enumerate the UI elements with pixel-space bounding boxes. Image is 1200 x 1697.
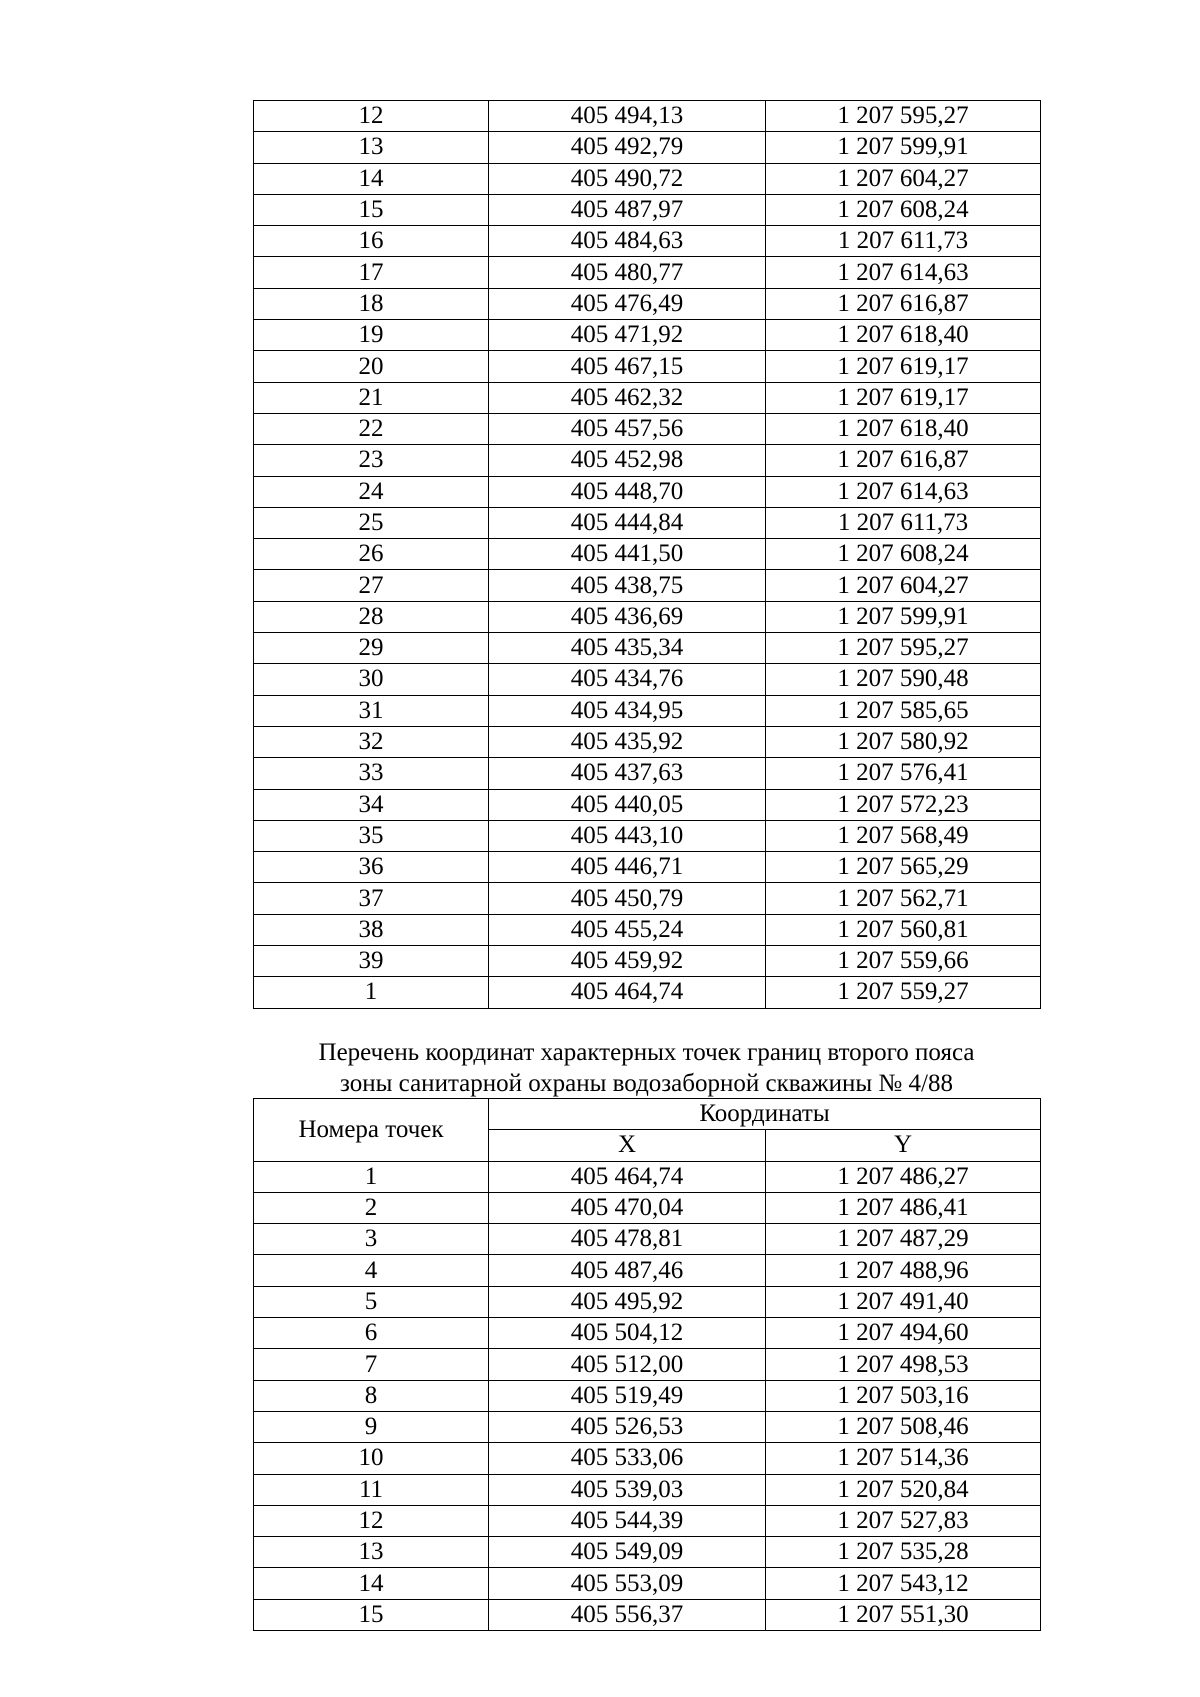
table-row <box>254 1255 1041 1286</box>
x-coordinate-cell: 405 504,12 <box>489 1318 766 1349</box>
y-coordinate-cell: 1 207 599,91 <box>766 132 1041 163</box>
y-coordinate-cell: 1 207 503,16 <box>766 1380 1041 1411</box>
coordinates-table-continued <box>253 100 1041 1009</box>
table-row <box>254 820 1041 851</box>
table-row <box>254 413 1041 444</box>
table-row <box>254 1537 1041 1568</box>
point-number-cell: 7 <box>254 1349 489 1380</box>
x-coordinate-cell: 405 464,74 <box>489 977 766 1008</box>
table-row <box>254 664 1041 695</box>
point-number-cell: 36 <box>254 852 489 883</box>
x-coordinate-cell: 405 492,79 <box>489 132 766 163</box>
x-coordinate-cell: 405 467,15 <box>489 351 766 382</box>
point-number-cell: 35 <box>254 820 489 851</box>
x-coordinate-cell: 405 470,04 <box>489 1192 766 1223</box>
y-coordinate-cell: 1 207 618,40 <box>766 320 1041 351</box>
y-coordinate-cell: 1 207 562,71 <box>766 883 1041 914</box>
point-number-cell: 10 <box>254 1443 489 1474</box>
y-coordinate-cell: 1 207 580,92 <box>766 726 1041 757</box>
x-coordinate-cell: 405 462,32 <box>489 382 766 413</box>
point-number-cell: 34 <box>254 789 489 820</box>
x-coordinate-cell: 405 478,81 <box>489 1224 766 1255</box>
header-coordinates: Координаты <box>489 1099 1041 1130</box>
x-coordinate-cell: 405 452,98 <box>489 445 766 476</box>
table-row <box>254 1505 1041 1536</box>
x-coordinate-cell: 405 512,00 <box>489 1349 766 1380</box>
x-coordinate-cell: 405 434,76 <box>489 664 766 695</box>
point-number-cell: 30 <box>254 664 489 695</box>
y-coordinate-cell: 1 207 491,40 <box>766 1286 1041 1317</box>
point-number-cell: 9 <box>254 1411 489 1442</box>
y-coordinate-cell: 1 207 611,73 <box>766 226 1041 257</box>
table-row <box>254 1443 1041 1474</box>
table-row <box>254 288 1041 319</box>
x-coordinate-cell: 405 487,97 <box>489 194 766 225</box>
table-row <box>254 601 1041 632</box>
x-coordinate-cell: 405 436,69 <box>489 601 766 632</box>
y-coordinate-cell: 1 207 508,46 <box>766 1411 1041 1442</box>
y-coordinate-cell: 1 207 527,83 <box>766 1505 1041 1536</box>
table-row <box>254 1568 1041 1599</box>
x-coordinate-cell: 405 471,92 <box>489 320 766 351</box>
y-coordinate-cell: 1 207 487,29 <box>766 1224 1041 1255</box>
y-coordinate-cell: 1 207 614,63 <box>766 476 1041 507</box>
x-coordinate-cell: 405 544,39 <box>489 1505 766 1536</box>
table-row <box>254 946 1041 977</box>
y-coordinate-cell: 1 207 595,27 <box>766 633 1041 664</box>
point-number-cell: 27 <box>254 570 489 601</box>
x-coordinate-cell: 405 476,49 <box>489 288 766 319</box>
y-coordinate-cell: 1 207 595,27 <box>766 101 1041 132</box>
y-coordinate-cell: 1 207 619,17 <box>766 382 1041 413</box>
point-number-cell: 26 <box>254 539 489 570</box>
x-coordinate-cell: 405 487,46 <box>489 1255 766 1286</box>
table-body <box>254 101 1041 1009</box>
x-coordinate-cell: 405 556,37 <box>489 1599 766 1630</box>
x-coordinate-cell: 405 443,10 <box>489 820 766 851</box>
table-row <box>254 476 1041 507</box>
table-row <box>254 1318 1041 1349</box>
table-row <box>254 1192 1041 1223</box>
table-row <box>254 1599 1041 1630</box>
y-coordinate-cell: 1 207 611,73 <box>766 507 1041 538</box>
header-y: Y <box>766 1130 1041 1161</box>
point-number-cell: 28 <box>254 601 489 632</box>
x-coordinate-cell: 405 494,13 <box>489 101 766 132</box>
point-number-cell: 8 <box>254 1380 489 1411</box>
x-coordinate-cell: 405 438,75 <box>489 570 766 601</box>
x-coordinate-cell: 405 435,92 <box>489 726 766 757</box>
y-coordinate-cell: 1 207 618,40 <box>766 413 1041 444</box>
y-coordinate-cell: 1 207 608,24 <box>766 539 1041 570</box>
x-coordinate-cell: 405 457,56 <box>489 413 766 444</box>
point-number-cell: 37 <box>254 883 489 914</box>
y-coordinate-cell: 1 207 599,91 <box>766 601 1041 632</box>
y-coordinate-cell: 1 207 608,24 <box>766 194 1041 225</box>
header-x: X <box>489 1130 766 1161</box>
table-row <box>254 633 1041 664</box>
point-number-cell: 38 <box>254 914 489 945</box>
table-row <box>254 1286 1041 1317</box>
table-row <box>254 1380 1041 1411</box>
y-coordinate-cell: 1 207 565,29 <box>766 852 1041 883</box>
x-coordinate-cell: 405 539,03 <box>489 1474 766 1505</box>
table-row <box>254 507 1041 538</box>
point-number-cell: 12 <box>254 1505 489 1536</box>
point-number-cell: 13 <box>254 1537 489 1568</box>
point-number-cell: 5 <box>254 1286 489 1317</box>
y-coordinate-cell: 1 207 616,87 <box>766 445 1041 476</box>
y-coordinate-cell: 1 207 585,65 <box>766 695 1041 726</box>
x-coordinate-cell: 405 446,71 <box>489 852 766 883</box>
point-number-cell: 31 <box>254 695 489 726</box>
table-caption-line-2: зоны санитарной охраны водозаборной скважины № 4/88 <box>340 1070 953 1097</box>
table-caption-line-1: Перечень координат характерных точек границ второго пояса <box>318 1039 975 1066</box>
y-coordinate-cell: 1 207 486,41 <box>766 1192 1041 1223</box>
table-row <box>254 226 1041 257</box>
y-coordinate-cell: 1 207 488,96 <box>766 1255 1041 1286</box>
table-row <box>254 351 1041 382</box>
x-coordinate-cell: 405 484,63 <box>489 226 766 257</box>
point-number-cell: 14 <box>254 163 489 194</box>
point-number-cell: 17 <box>254 257 489 288</box>
x-coordinate-cell: 405 519,49 <box>489 1380 766 1411</box>
x-coordinate-cell: 405 549,09 <box>489 1537 766 1568</box>
point-number-cell: 13 <box>254 132 489 163</box>
point-number-cell: 24 <box>254 476 489 507</box>
point-number-cell: 6 <box>254 1318 489 1349</box>
point-number-cell: 14 <box>254 1568 489 1599</box>
x-coordinate-cell: 405 464,74 <box>489 1161 766 1192</box>
table-row <box>254 1224 1041 1255</box>
y-coordinate-cell: 1 207 520,84 <box>766 1474 1041 1505</box>
table-row <box>254 382 1041 413</box>
y-coordinate-cell: 1 207 543,12 <box>766 1568 1041 1599</box>
table-row <box>254 789 1041 820</box>
y-coordinate-cell: 1 207 572,23 <box>766 789 1041 820</box>
y-coordinate-cell: 1 207 560,81 <box>766 914 1041 945</box>
point-number-cell: 25 <box>254 507 489 538</box>
point-number-cell: 19 <box>254 320 489 351</box>
x-coordinate-cell: 405 490,72 <box>489 163 766 194</box>
y-coordinate-cell: 1 207 494,60 <box>766 1318 1041 1349</box>
table-body <box>254 1161 1041 1630</box>
x-coordinate-cell: 405 440,05 <box>489 789 766 820</box>
table-row <box>254 539 1041 570</box>
header-row <box>254 1099 1041 1130</box>
table-row <box>254 977 1041 1008</box>
table-row <box>254 570 1041 601</box>
table-row <box>254 257 1041 288</box>
x-coordinate-cell: 405 450,79 <box>489 883 766 914</box>
y-coordinate-cell: 1 207 576,41 <box>766 758 1041 789</box>
x-coordinate-cell: 405 448,70 <box>489 476 766 507</box>
point-number-cell: 16 <box>254 226 489 257</box>
y-coordinate-cell: 1 207 535,28 <box>766 1537 1041 1568</box>
table-row <box>254 1411 1041 1442</box>
point-number-cell: 23 <box>254 445 489 476</box>
point-number-cell: 1 <box>254 977 489 1008</box>
y-coordinate-cell: 1 207 604,27 <box>766 570 1041 601</box>
point-number-cell: 22 <box>254 413 489 444</box>
header-points: Номера точек <box>254 1099 489 1162</box>
x-coordinate-cell: 405 480,77 <box>489 257 766 288</box>
point-number-cell: 3 <box>254 1224 489 1255</box>
table-row <box>254 695 1041 726</box>
point-number-cell: 18 <box>254 288 489 319</box>
y-coordinate-cell: 1 207 486,27 <box>766 1161 1041 1192</box>
x-coordinate-cell: 405 444,84 <box>489 507 766 538</box>
y-coordinate-cell: 1 207 498,53 <box>766 1349 1041 1380</box>
x-coordinate-cell: 405 553,09 <box>489 1568 766 1599</box>
table-row <box>254 445 1041 476</box>
table-row <box>254 852 1041 883</box>
y-coordinate-cell: 1 207 614,63 <box>766 257 1041 288</box>
point-number-cell: 20 <box>254 351 489 382</box>
coordinates-table-zone-2 <box>253 1098 1041 1631</box>
table-row <box>254 163 1041 194</box>
point-number-cell: 32 <box>254 726 489 757</box>
point-number-cell: 15 <box>254 1599 489 1630</box>
y-coordinate-cell: 1 207 559,27 <box>766 977 1041 1008</box>
table-row <box>254 758 1041 789</box>
x-coordinate-cell: 405 441,50 <box>489 539 766 570</box>
table-row <box>254 914 1041 945</box>
table-row <box>254 1349 1041 1380</box>
x-coordinate-cell: 405 526,53 <box>489 1411 766 1442</box>
point-number-cell: 33 <box>254 758 489 789</box>
y-coordinate-cell: 1 207 616,87 <box>766 288 1041 319</box>
table-row <box>254 320 1041 351</box>
point-number-cell: 39 <box>254 946 489 977</box>
y-coordinate-cell: 1 207 619,17 <box>766 351 1041 382</box>
table-row <box>254 1474 1041 1505</box>
table-row <box>254 194 1041 225</box>
point-number-cell: 12 <box>254 101 489 132</box>
point-number-cell: 15 <box>254 194 489 225</box>
x-coordinate-cell: 405 434,95 <box>489 695 766 726</box>
x-coordinate-cell: 405 495,92 <box>489 1286 766 1317</box>
point-number-cell: 11 <box>254 1474 489 1505</box>
point-number-cell: 1 <box>254 1161 489 1192</box>
table-row <box>254 883 1041 914</box>
y-coordinate-cell: 1 207 551,30 <box>766 1599 1041 1630</box>
table-row <box>254 726 1041 757</box>
table-row <box>254 132 1041 163</box>
point-number-cell: 21 <box>254 382 489 413</box>
y-coordinate-cell: 1 207 590,48 <box>766 664 1041 695</box>
table-row <box>254 1161 1041 1192</box>
y-coordinate-cell: 1 207 604,27 <box>766 163 1041 194</box>
x-coordinate-cell: 405 435,34 <box>489 633 766 664</box>
point-number-cell: 4 <box>254 1255 489 1286</box>
x-coordinate-cell: 405 533,06 <box>489 1443 766 1474</box>
y-coordinate-cell: 1 207 514,36 <box>766 1443 1041 1474</box>
x-coordinate-cell: 405 459,92 <box>489 946 766 977</box>
point-number-cell: 2 <box>254 1192 489 1223</box>
point-number-cell: 29 <box>254 633 489 664</box>
y-coordinate-cell: 1 207 559,66 <box>766 946 1041 977</box>
x-coordinate-cell: 405 437,63 <box>489 758 766 789</box>
x-coordinate-cell: 405 455,24 <box>489 914 766 945</box>
y-coordinate-cell: 1 207 568,49 <box>766 820 1041 851</box>
table-row <box>254 101 1041 132</box>
